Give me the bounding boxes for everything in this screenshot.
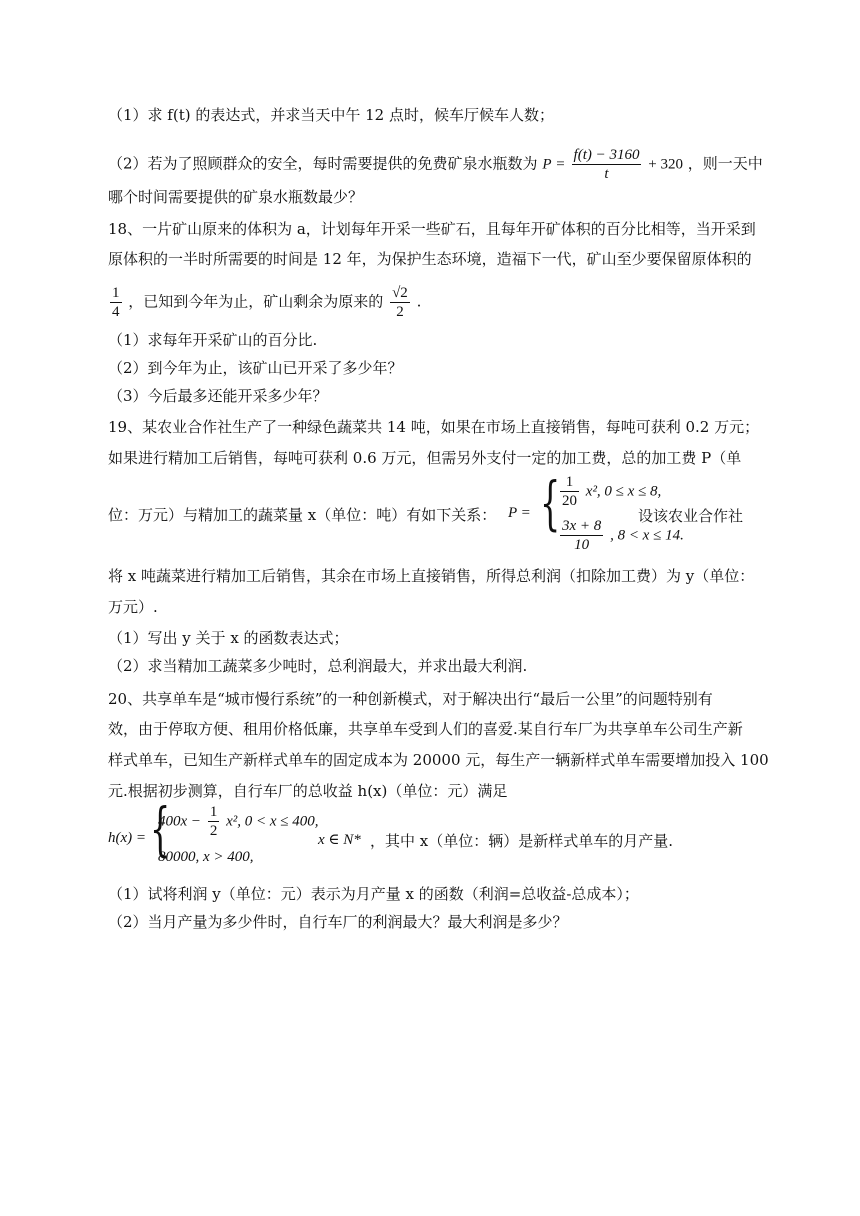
q18-line3-end: . [416,292,422,311]
q18-sub1: （1）求每年开采矿山的百分比. [108,331,318,349]
q17-frac-num: f(t) − 3160 [573,147,640,163]
q20-case1-frac [208,803,220,840]
q18-line3 [108,284,421,321]
q20-domain: x ∈ N* [318,832,361,848]
q19-p-eq: P = [508,505,531,521]
q19-sub1: （1）写出 y 关于 x 的函数表达式； [108,629,349,647]
q19-sub2: （2）求当精加工蔬菜多少吨时，总利润最大，并求出最大利润. [108,657,528,675]
q20-line3: 样式单车，已知生产新样式单车的固定成本为 20000 元，每生产一辆新样式单车需要增加投入 100 [108,751,769,769]
q20-case2: 80000, x > 400, [158,849,254,865]
q19-case2-frac [560,517,603,554]
q18-frac1-num: 1 [112,285,120,301]
q19-case1-num: 1 [565,474,574,490]
q18-frac1-den: 4 [112,304,120,320]
q18-frac2-den: 2 [390,302,410,321]
q17-part2-line2: 哪个时间需要提供的矿泉水瓶数最少？ [108,188,364,206]
q18-frac-sqrt2 [390,284,410,321]
q20-case1-rest: x², 0 < x ≤ 400, [226,813,319,830]
q17-eq: = [556,156,565,173]
q20-case1-num: 1 [209,804,218,820]
q20-line1: 20、共享单车是“城市慢行系统”的一种创新模式，对于解决出行“最后一公里”的问题特别有 [108,690,713,708]
q17-fraction [572,146,642,183]
q17-plus: + 320 [648,156,683,173]
q17-part2-tail: ，则一天中 [687,154,763,173]
q19-line3-tail: 设该农业合作社 [638,507,744,525]
q20-case1 [158,803,319,840]
q20-tail: ，其中 x（单位：辆）是新样式单车的月产量. [370,832,673,850]
q19-case2-rest: , 8 < x ≤ 14. [610,527,684,544]
q20-sub1: （1）试将利润 y（单位：元）表示为月产量 x 的函数（利润=总收益-总成本）； [108,885,639,903]
q18-line1: 18、一片矿山原来的体积为 a，计划每年开采一些矿石，且每年开矿体积的百分比相等，当开采到 [108,220,756,238]
q20-h-eq: h(x) = [108,830,147,846]
q19-case2-num: 3x + 8 [562,518,602,534]
q18-sub3: （3）今后最多还能开采多少年？ [108,387,328,405]
q19-line2: 如果进行精加工后销售，每吨可获利 0.6 万元，但需另外支付一定的加工费，总的加工费 P（单 [108,449,742,467]
q19-case1-frac [560,473,579,510]
q18-line3-mid: ，已知到今年为止，矿山剩余为原来的 [128,292,384,311]
q17-part2-lead: （2）若为了照顾群众的安全，每时需要提供的免费矿泉水瓶数为 [108,154,538,173]
q20-case1-lead: 400x − [158,813,202,830]
q19-line5: 万元）. [108,598,158,616]
q20-line2: 效，由于停取方便、租用价格低廉，共享单车受到人们的喜爱.某自行车厂为共享单车公司生产新 [108,720,743,738]
q19-line1: 19、某农业合作社生产了一种绿色蔬菜共 14 吨，如果在市场上直接销售，每吨可获利 0.2 万元； [108,418,760,436]
q19-line3-lead: 位：万元）与精加工的蔬菜量 x（单位：吨）有如下关系： [108,506,497,524]
q19-brace: { [540,469,561,537]
q17-frac-den: t [572,164,642,183]
q19-line4: 将 x 吨蔬菜进行精加工后销售，其余在市场上直接销售，所得总利润（扣除加工费）为 y（单位： [108,567,755,585]
q18-frac2-num: √2 [392,285,408,301]
q17-part1: （1）求 f(t) 的表达式，并求当天中午 12 点时，候车厅候车人数； [108,106,554,124]
q20-line4: 元.根据初步测算，自行车厂的总收益 h(x)（单位：元）满足 [108,782,508,800]
q19-case2-den: 10 [560,535,603,554]
q17-p-var: P [542,156,552,173]
q19-case1-den: 20 [562,493,577,509]
q20-brace: { [150,795,171,863]
q18-sub2: （2）到今年为止，该矿山已开采了多少年？ [108,359,403,377]
q17-part2-line1 [108,146,763,183]
q20-case1-den: 2 [209,823,218,839]
q20-sub2: （2）当月产量为多少件时，自行车厂的利润最大？最大利润是多少？ [108,913,568,931]
q19-case1-rest: x², 0 ≤ x ≤ 8, [585,483,662,500]
q18-frac-quarter [110,284,122,321]
q18-line2: 原体积的一半时所需要的时间是 12 年，为保护生态环境，造福下一代，矿山至少要保留原体积的 [108,250,752,268]
